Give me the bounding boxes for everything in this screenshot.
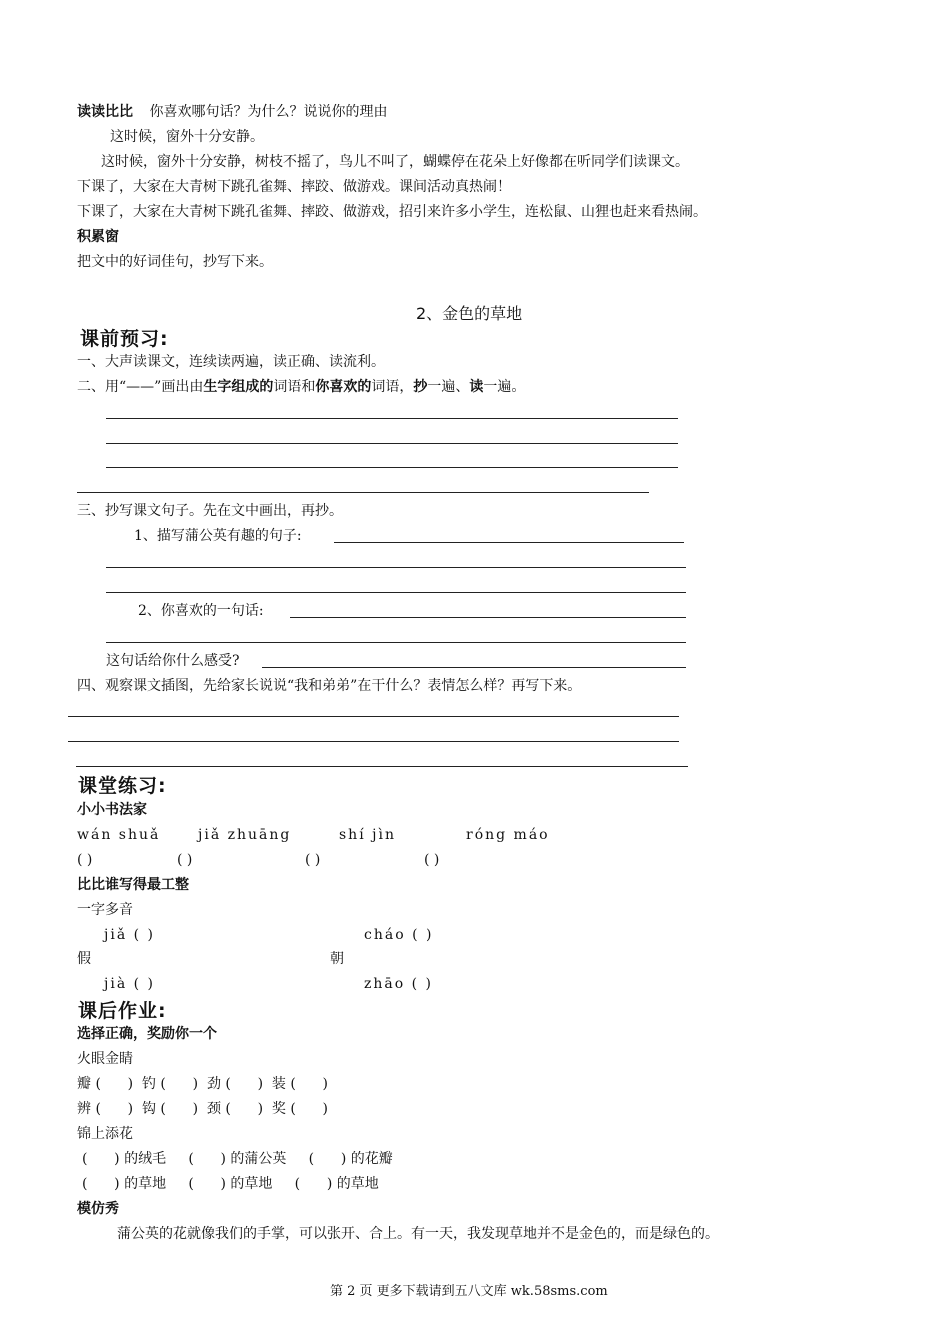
eyes-row-2[interactable]: 辨 ( ) 钩 ( ) 颈 ( ) 奖 ( ) [77,1101,329,1117]
homework-heading: 课后作业: [78,1000,167,1022]
answer-line[interactable] [68,741,679,742]
q2-part: 词语， [371,379,414,395]
preview-q1: 一、大声读课文，连续读两遍，读正确、读流利。 [77,354,385,370]
flower-row-2[interactable]: ( ) 的草地 ( ) 的草地 ( ) 的草地 [82,1176,379,1192]
calligraphy-title: 小小书法家 [77,802,147,818]
zhao-first-tone[interactable]: zhāo ( ) [364,976,433,992]
blank-1[interactable]: ( ) [77,852,93,868]
answer-line[interactable] [106,443,678,444]
blank-4[interactable]: ( ) [424,852,440,868]
neat-title: 比比谁写得最工整 [77,877,189,893]
jia-third-tone[interactable]: jiǎ ( ) [104,927,155,943]
lesson-title: 2、金色的草地 [416,304,523,323]
choose-title: 选择正确，奖励你一个 [77,1026,217,1042]
answer-line[interactable] [77,492,649,493]
jia-character: 假 [77,951,91,967]
answer-line[interactable] [106,467,678,468]
q2-part: 一遍。 [483,379,526,395]
q2-part: 二、用“——”画出由 [77,379,204,395]
imitate-title: 模仿秀 [77,1201,119,1217]
q2-emphasis: 抄 [413,379,428,395]
compare-prompt: 你喜欢哪句话？为什么？说说你的理由 [149,104,388,120]
jia-fourth-tone[interactable]: jià ( ) [104,976,155,992]
pinyin-1: wán shuǎ [77,827,161,843]
answer-line[interactable] [262,667,686,668]
q2-emphasis: 读 [469,379,484,395]
answer-line[interactable] [68,716,679,717]
q2-part: 词语和 [273,379,316,395]
blank-3[interactable]: ( ) [305,852,321,868]
pinyin-3: shí jìn [339,827,396,843]
classwork-heading: 课堂练习: [78,775,167,797]
preview-q3: 三、抄写课文句子。先在文中画出，再抄。 [77,503,343,519]
chao-second-tone[interactable]: cháo ( ) [364,927,434,943]
pinyin-2: jiǎ zhuāng [198,827,292,843]
compare-title: 读读比比 [77,104,133,120]
answer-line[interactable] [76,766,688,767]
answer-line[interactable] [106,418,678,419]
preview-q2 [77,378,525,396]
polyphone-title: 一字多音 [77,902,133,918]
answer-line[interactable] [290,617,686,618]
imitate-text: 蒲公英的花就像我们的手掌，可以张开、合上。有一天，我发现草地并不是金色的，而是绿色的。 [117,1226,719,1242]
accumulate-text: 把文中的好词佳句，抄写下来。 [77,254,273,270]
compare-sentence-4: 下课了，大家在大青树下跳孔雀舞、摔跤、做游戏，招引来许多小学生，连松鼠、山狸也赶来看热闹。 [77,204,707,220]
flower-title: 锦上添花 [77,1126,133,1142]
blank-2[interactable]: ( ) [177,852,193,868]
eyes-title: 火眼金睛 [77,1051,133,1067]
preview-q3-1: 1、描写蒲公英有趣的句子: [134,528,302,544]
q2-part: 一遍、 [427,379,470,395]
preview-q4: 四、观察课文插图，先给家长说说“我和弟弟”在干什么？表情怎么样？再写下来。 [77,678,582,694]
preview-q3-2: 2、你喜欢的一句话: [138,603,264,619]
answer-line[interactable] [106,642,686,643]
preview-heading: 课前预习: [80,328,169,350]
compare-section [77,103,387,121]
pinyin-4: róng máo [466,827,550,843]
answer-line[interactable] [106,567,686,568]
q2-emphasis: 你喜欢的 [315,379,372,395]
chao-character: 朝 [330,951,344,967]
preview-q3-3: 这句话给你什么感受? [106,653,240,669]
compare-sentence-1: 这时候，窗外十分安静。 [110,129,264,145]
compare-sentence-3: 下课了，大家在大青树下跳孔雀舞、摔跤、做游戏。课间活动真热闹！ [77,179,511,195]
answer-line[interactable] [334,542,684,543]
compare-sentence-2: 这时候，窗外十分安静，树枝不摇了，鸟儿不叫了，蝴蝶停在花朵上好像都在听同学们读课文。 [101,154,689,170]
q2-emphasis: 生字组成的 [203,379,274,395]
answer-line[interactable] [106,592,686,593]
flower-row-1[interactable]: ( ) 的绒毛 ( ) 的蒲公英 ( ) 的花瓣 [82,1151,393,1167]
page-footer: 第 2 页 更多下载请到五八文库 wk.58sms.com [330,1284,608,1299]
eyes-row-1[interactable]: 瓣 ( ) 钓 ( ) 劲 ( ) 装 ( ) [77,1076,329,1092]
accumulate-title: 积累窗 [77,229,119,245]
